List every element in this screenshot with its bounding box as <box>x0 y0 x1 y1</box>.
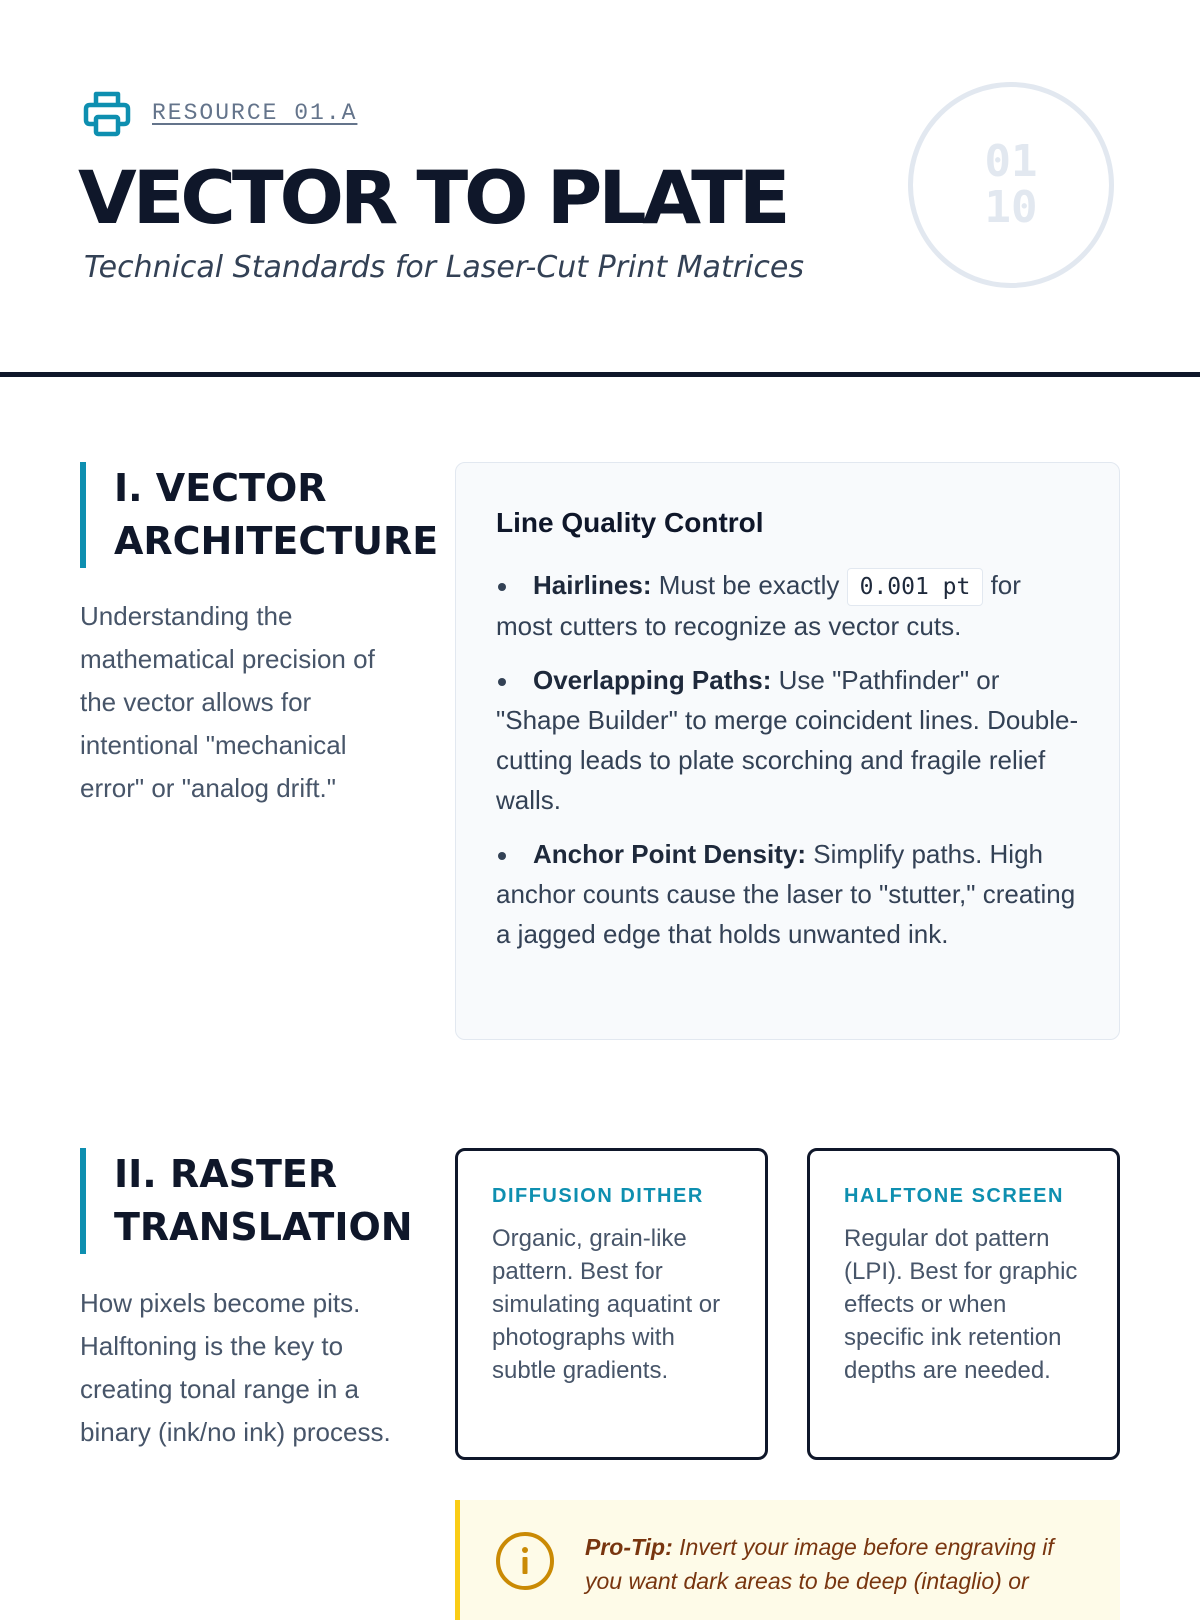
method-description: Organic, grain-like pattern. Best for simulating aquatint or photographs with subtle gradients. <box>492 1225 721 1384</box>
pro-tip-label: Pro-Tip: <box>585 1534 673 1560</box>
pro-tip-text <box>585 1530 1085 1598</box>
section-heading-line: TRANSLATION <box>114 1205 413 1249</box>
header-divider <box>0 372 1200 377</box>
section-description-raster: How pixels become pits. Halftoning is the key to creating tonal range in a binary (ink/no ink) process. <box>80 1288 391 1447</box>
item-text: Simplify paths. High anchor counts cause the laser to "stutter," creating a jagged edge that holds unwanted ink. <box>496 839 1076 949</box>
method-card-halftone-screen <box>807 1148 1120 1460</box>
page-title: VECTOR TO PLATE <box>78 156 787 241</box>
section-description-vector: Understanding the mathematical precision of the vector allows for intentional "mechanical error" or "analog drift." <box>80 601 375 803</box>
section-heading-line: II. RASTER <box>114 1152 338 1196</box>
line-quality-card <box>455 462 1120 1040</box>
list-item <box>496 834 1081 954</box>
resource-number-badge <box>908 82 1114 288</box>
list-item <box>496 565 1081 646</box>
code-value: 0.001 pt <box>847 568 984 606</box>
resource-link[interactable]: RESOURCE 01.A <box>152 100 358 126</box>
pro-tip-body: Invert your image before engraving if you want dark areas to be deep (intaglio) or <box>585 1534 1054 1594</box>
item-text: Must be exactly <box>651 570 847 600</box>
item-text: for most cutters to recognize as vector cuts. <box>496 570 1021 641</box>
section-heading-raster <box>80 1148 413 1254</box>
list-item <box>496 660 1081 820</box>
printer-icon <box>82 88 132 138</box>
card-title: Line Quality Control <box>496 507 764 538</box>
section-heading-line: I. VECTOR <box>114 466 327 510</box>
item-label: Overlapping Paths: <box>533 665 772 695</box>
resource-tag <box>82 88 357 138</box>
line-quality-list <box>496 565 1081 954</box>
badge-bottom-digits: 10 <box>984 182 1038 233</box>
page-header <box>0 0 1200 372</box>
badge-top-digits: 01 <box>984 136 1038 187</box>
section-heading-line: ARCHITECTURE <box>114 519 439 563</box>
section-heading-vector <box>80 462 438 568</box>
item-label: Hairlines: <box>533 570 652 600</box>
method-title: DIFFUSION DITHER <box>492 1185 704 1207</box>
method-card-diffusion-dither <box>455 1148 768 1460</box>
item-text: Use "Pathfinder" or "Shape Builder" to merge coincident lines. Double-cutting leads to plate scorching and fragile relief walls. <box>496 665 1079 815</box>
method-title: HALFTONE SCREEN <box>844 1185 1064 1207</box>
pro-tip-callout <box>455 1500 1120 1620</box>
item-label: Anchor Point Density: <box>533 839 807 869</box>
info-icon <box>494 1530 556 1592</box>
method-description: Regular dot pattern (LPI). Best for graphic effects or when specific ink retention depths are needed. <box>844 1225 1078 1384</box>
page-subtitle: Technical Standards for Laser-Cut Print Matrices <box>84 250 804 285</box>
